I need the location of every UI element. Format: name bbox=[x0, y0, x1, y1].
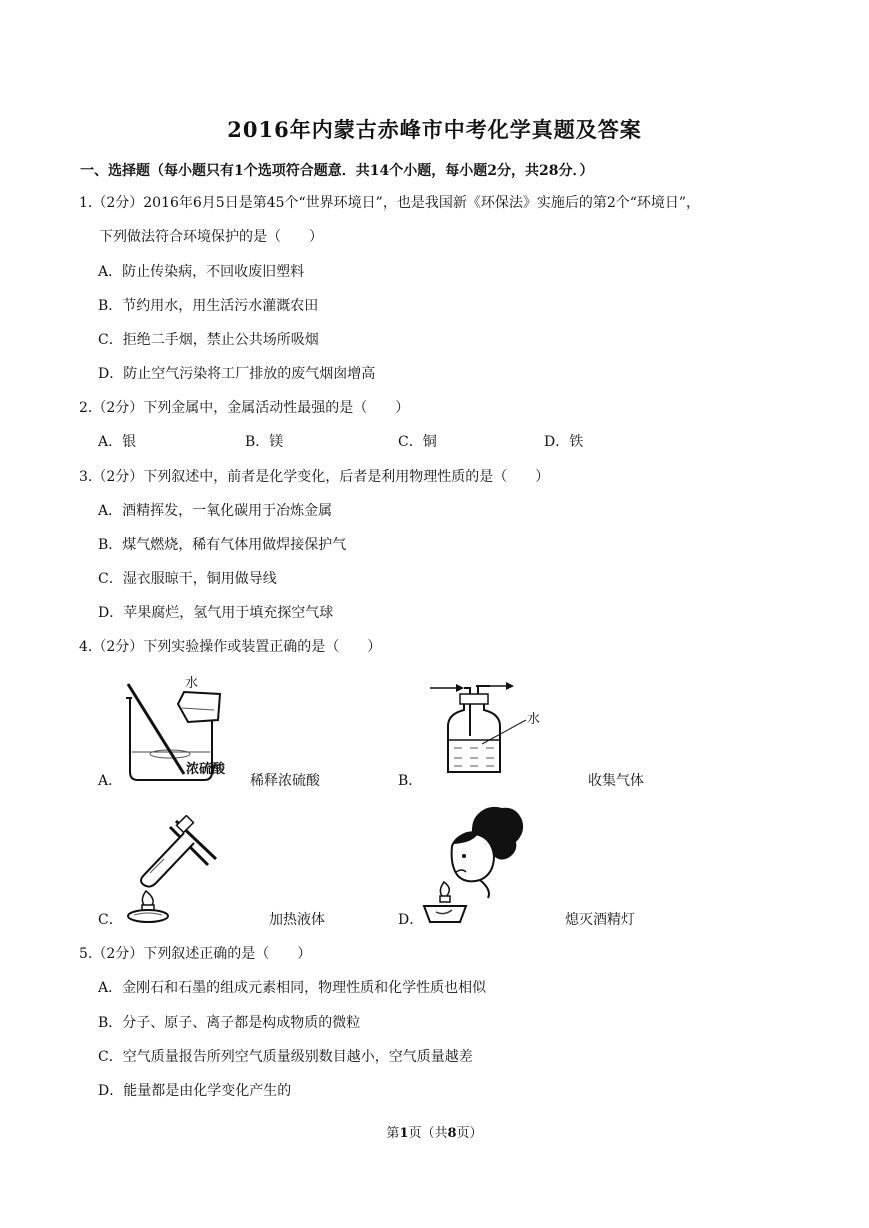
question-3-stem: 3.（2分）下列叙述中，前者是化学变化，后者是利用物理性质的是（ ） bbox=[79, 469, 550, 485]
figure-a-acid-label: 浓硫酸 bbox=[186, 762, 226, 777]
question-1-stem: 1.（2分）2016年6月5日是第45个“世界环境日”，也是我国新《环保法》实施后的第2个“环境日”， bbox=[79, 195, 701, 211]
footer-prefix: 第 bbox=[386, 1126, 400, 1141]
footer-middle: 页（共 bbox=[408, 1126, 448, 1141]
question-3-option-d: D．苹果腐烂，氢气用于填充探空气球 bbox=[98, 605, 334, 621]
question-2-option-b: B．镁 bbox=[245, 434, 284, 450]
question-4-option-a-caption: 稀释浓硫酸 bbox=[250, 773, 320, 789]
question-3-option-c: C．湿衣服晾干，铜用做导线 bbox=[98, 571, 277, 587]
question-2-option-c: C．铜 bbox=[398, 434, 437, 450]
question-1-option-d: D．防止空气污染将工厂排放的废气烟囱增高 bbox=[98, 366, 376, 382]
question-1-stem-cont: 下列做法符合环境保护的是（ ） bbox=[99, 229, 323, 245]
question-4-stem: 4.（2分）下列实验操作或装置正确的是（ ） bbox=[79, 639, 382, 655]
page-footer bbox=[0, 1122, 869, 1141]
question-1-option-c: C．拒绝二手烟，禁止公共场所吸烟 bbox=[98, 332, 319, 348]
question-5-stem: 5.（2分）下列叙述正确的是（ ） bbox=[79, 946, 312, 962]
question-4-option-b-caption: 收集气体 bbox=[588, 773, 644, 789]
question-2-stem: 2.（2分）下列金属中，金属活动性最强的是（ ） bbox=[79, 400, 410, 416]
extinguish-lamp-figure bbox=[418, 802, 528, 926]
question-4-option-a-letter: A． bbox=[98, 773, 123, 789]
gas-collection-figure bbox=[426, 676, 556, 780]
heating-liquid-figure bbox=[120, 815, 230, 923]
footer-total-pages: 8 bbox=[447, 1126, 457, 1141]
page-title: 2016年内蒙古赤峰市中考化学真题及答案 bbox=[227, 117, 642, 142]
figure-a-water-label: 水 bbox=[185, 676, 199, 691]
question-1-option-b: B．节约用水，用生活污水灌溉农田 bbox=[98, 298, 319, 314]
question-5-option-c: C．空气质量报告所列空气质量级别数目越小，空气质量越差 bbox=[98, 1049, 473, 1065]
question-4-option-c-letter: C． bbox=[98, 912, 123, 928]
question-4-option-d-caption: 熄灭酒精灯 bbox=[565, 912, 635, 928]
figure-b-water-label: 水 bbox=[527, 712, 541, 727]
section-heading: 一、选择题（每小题只有1个选项符合题意．共14个小题，每小题2分，共28分．） bbox=[80, 163, 594, 179]
question-2-option-a: A．银 bbox=[98, 434, 137, 450]
question-4-option-d-letter: D． bbox=[398, 912, 424, 928]
question-1-option-a: A．防止传染病，不回收废旧塑料 bbox=[98, 264, 305, 280]
question-5-option-d: D．能量都是由化学变化产生的 bbox=[98, 1083, 292, 1099]
question-3-option-a: A．酒精挥发，一氧化碳用于冶炼金属 bbox=[98, 503, 333, 519]
footer-suffix: 页） bbox=[456, 1126, 483, 1141]
question-4-option-c-caption: 加热液体 bbox=[269, 912, 325, 928]
question-5-option-a: A．金刚石和石墨的组成元素相同，物理性质和化学性质也相似 bbox=[98, 980, 487, 996]
question-5-option-b: B．分子、原子、离子都是构成物质的微粒 bbox=[98, 1015, 361, 1031]
question-3-option-b: B．煤气燃烧，稀有气体用做焊接保护气 bbox=[98, 537, 347, 553]
question-2-option-d: D．铁 bbox=[544, 434, 584, 450]
question-4-option-b-letter: B． bbox=[398, 773, 423, 789]
footer-page-number: 1 bbox=[399, 1126, 409, 1141]
